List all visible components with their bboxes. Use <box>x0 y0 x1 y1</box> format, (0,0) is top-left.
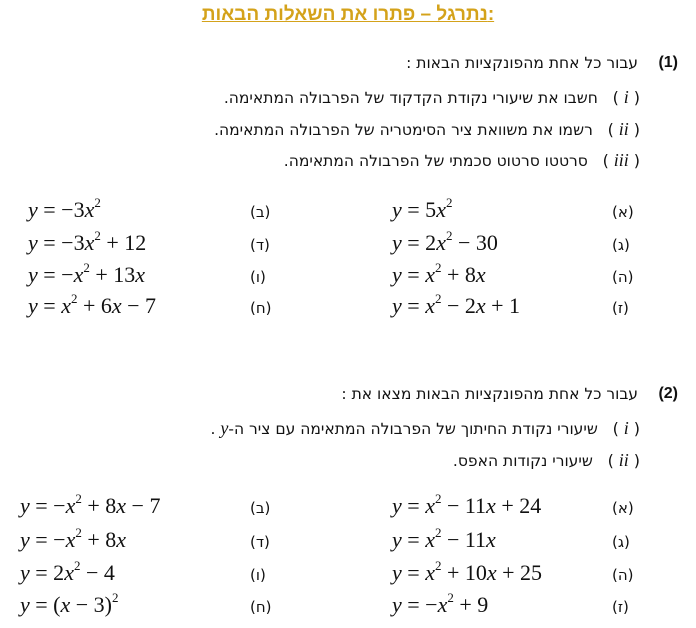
q1-label-c: (ג) <box>612 236 630 254</box>
q1-formula-e: $y = x^2 + 8x$ <box>392 260 486 287</box>
q1-formula-f: $y = -x^2 + 13x$ <box>28 260 146 287</box>
q1-label-a: (א) <box>612 203 634 221</box>
q1-label-b: (ב) <box>250 203 271 221</box>
q2-label-d: (ד) <box>250 533 270 551</box>
q1-formula-d: $y = -3x^2 + 12$ <box>28 228 147 255</box>
q2-formula-b: $y = -x^2 + 8x - 7$ <box>20 491 161 518</box>
question-2-intro: עבור כל אחת מהפונקציות הבאות מצאו את : <box>341 385 638 403</box>
q2-label-a: (א) <box>612 499 634 517</box>
q2-label-f: (ו) <box>250 566 266 584</box>
q1-sub-ii: ( ii ) רשמו את משוואת ציר הסימטריה של הפרבולה המתאימה. <box>214 119 640 139</box>
q2-label-h: (ח) <box>250 598 272 616</box>
q1-formula-c: $y = 2x^2 - 30$ <box>392 228 498 255</box>
q2-formula-c: $y = x^2 - 11x$ <box>392 525 496 552</box>
q1-label-d: (ד) <box>250 236 270 254</box>
q2-label-c: (ג) <box>612 533 630 551</box>
q2-formula-h: $y = (x - 3)^2$ <box>20 590 119 617</box>
q1-sub-i: ( i ) חשבו את שיעורי נקודת הקדקוד של הפרבולה המתאימה. <box>223 87 640 107</box>
q2-label-b: (ב) <box>250 499 271 517</box>
q2-formula-e: $y = x^2 + 10x + 25$ <box>392 558 543 585</box>
q2-formula-d: $y = -x^2 + 8x$ <box>20 525 127 552</box>
q2-formula-f: $y = 2x^2 - 4$ <box>20 558 115 585</box>
question-2-number: (2) <box>658 385 678 402</box>
q1-label-e: (ה) <box>612 268 634 286</box>
q1-sub-iii: ( iii ) סרטטו סרטוט סכמתי של הפרבולה המתאימה. <box>283 150 640 170</box>
q2-formula-a: $y = x^2 - 11x + 24$ <box>392 491 542 518</box>
q2-label-g: (ז) <box>612 598 629 616</box>
question-1-intro: עבור כל אחת מהפונקציות הבאות : <box>406 54 638 72</box>
q1-label-f: (ו) <box>250 268 266 286</box>
q1-label-h: (ח) <box>250 299 272 317</box>
q1-formula-g: $y = x^2 - 2x + 1$ <box>392 291 521 318</box>
q2-label-e: (ה) <box>612 566 634 584</box>
q2-sub-i: ( i ) שיעורי נקודת החיתוך של הפרבולה המתאימה עם ציר ה-y . <box>210 418 640 438</box>
q1-formula-h: $y = x^2 + 6x - 7$ <box>28 291 157 318</box>
q1-label-g: (ז) <box>612 299 629 317</box>
page-title: נתרגל – פתרו את השאלות הבאות: <box>201 4 495 25</box>
question-1-number: (1) <box>658 54 678 71</box>
q1-formula-a: $y = 5x^2$ <box>392 195 453 222</box>
q1-formula-b: $y = -3x^2$ <box>28 195 101 222</box>
q2-sub-ii: ( ii ) שיעורי נקודות האפס. <box>452 450 640 470</box>
q2-formula-g: $y = -x^2 + 9$ <box>392 590 489 617</box>
